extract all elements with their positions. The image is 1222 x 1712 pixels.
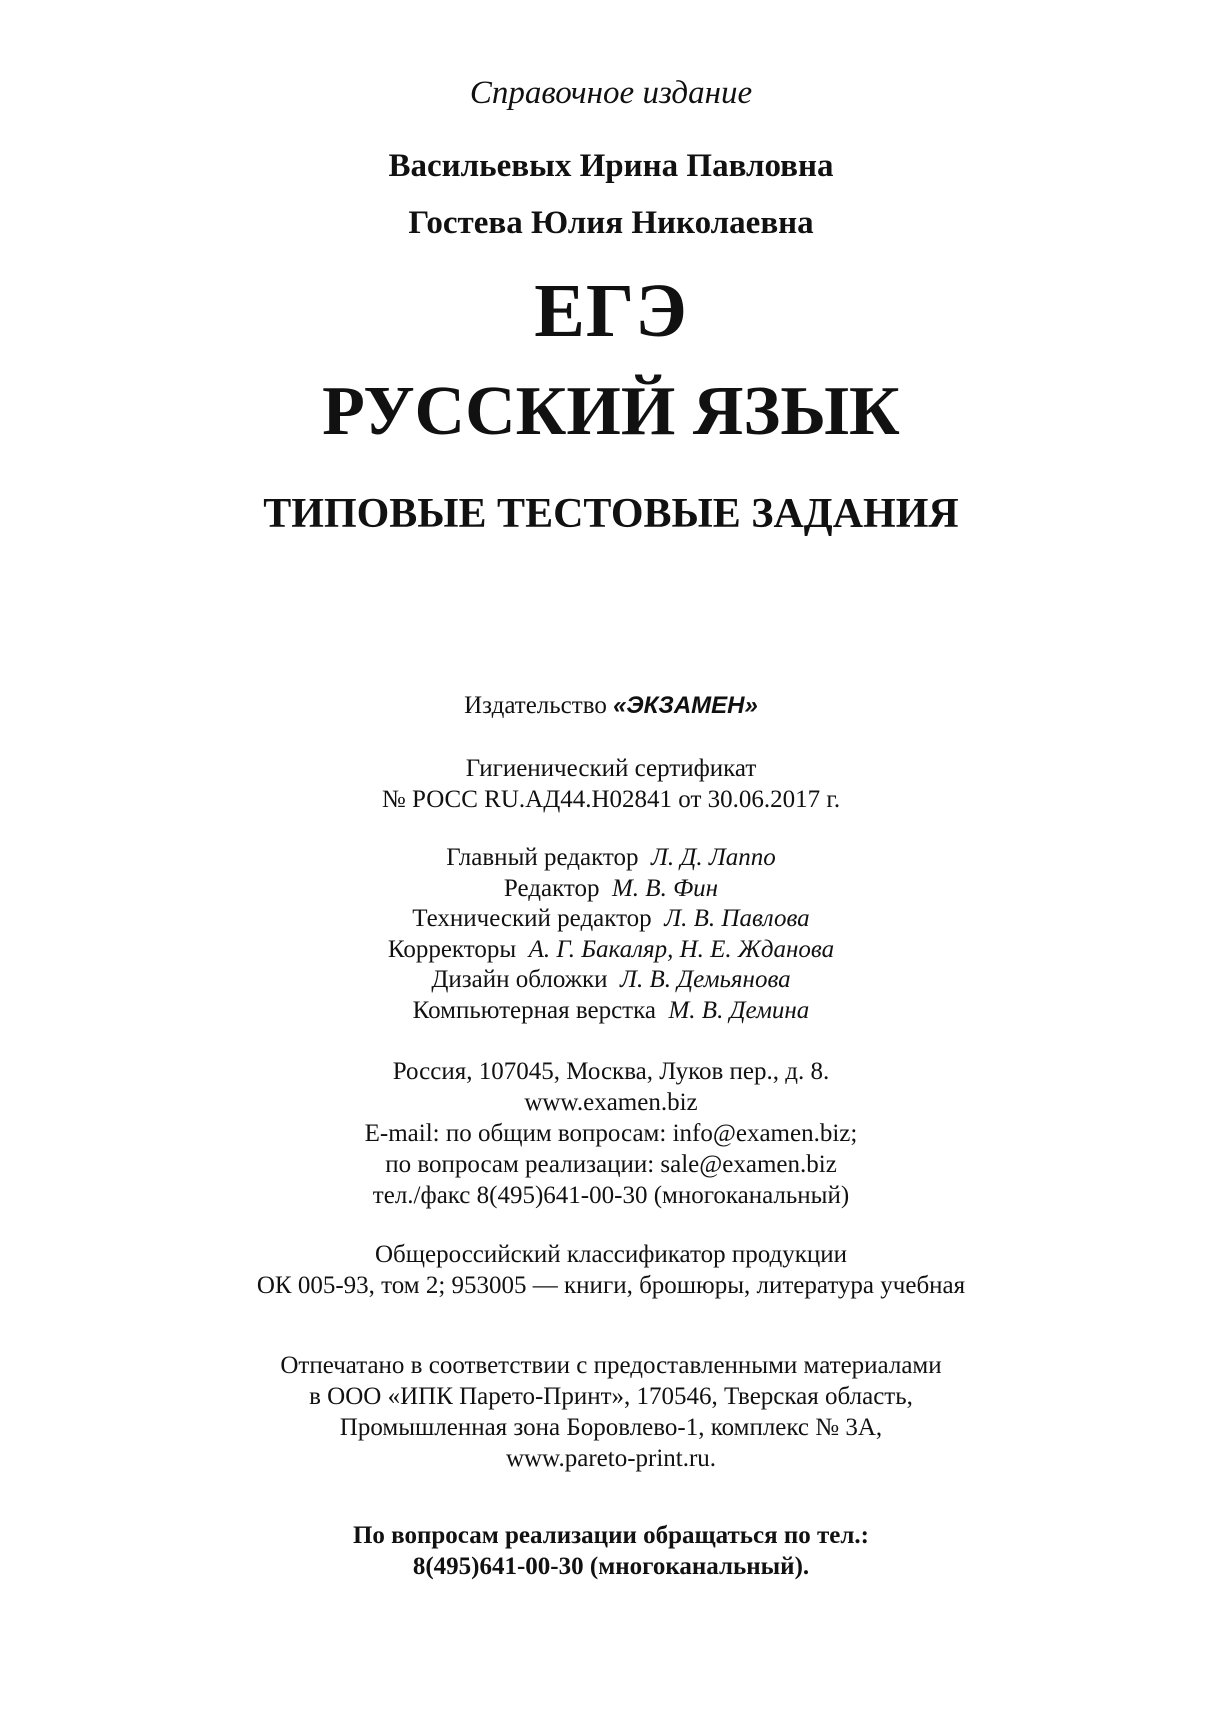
author-name: Гостева Юлия Николаевна: [408, 205, 814, 241]
credit-name: М. В. Фин: [611, 874, 719, 902]
credit-role: Редактор: [503, 874, 600, 902]
website-text: www.examen.biz: [524, 1089, 698, 1116]
sales-contact-title: По вопросам реализации обращаться по тел.:: [352, 1522, 870, 1549]
printing-info: Промышленная зона Боровлево-1, комплекс № 3А,: [339, 1414, 883, 1441]
credit-line: [0, 874, 1222, 905]
certificate-title: Гигиенический сертификат: [465, 755, 757, 782]
credits-block: [0, 843, 1222, 1026]
credit-line: [0, 965, 1222, 996]
printing-info: в ООО «ИПК Парето-Принт», 170546, Тверская область,: [309, 1383, 913, 1410]
credit-role: Технический редактор: [412, 905, 652, 932]
publisher-prefix: Издательство: [464, 692, 614, 719]
credit-name: А. Г. Бакаляр, Н. Е. Жданова: [528, 935, 835, 963]
certificate-number: № РОСС RU.АД44.Н02841 от 30.06.2017 г.: [381, 786, 841, 813]
credit-role: Компьютерная верстка: [412, 996, 656, 1024]
credit-line: [0, 935, 1222, 966]
credit-role: Главный редактор: [446, 844, 639, 871]
email-general: E-mail: по общим вопросам: info@examen.biz;: [364, 1120, 858, 1147]
book-subject: РУССКИЙ ЯЗЫК: [322, 373, 900, 450]
credit-name: Л. Д. Лаппо: [650, 844, 776, 871]
credit-name: М. В. Демина: [668, 996, 810, 1024]
printing-info: Отпечатано в соответствии с предоставленными материалами: [280, 1352, 942, 1379]
credit-name: Л. В. Павлова: [664, 905, 810, 932]
credit-line: [0, 843, 1222, 874]
email-sales: по вопросам реализации: sale@examen.biz: [385, 1151, 837, 1178]
phone-fax: тел./факс 8(495)641-00-30 (многоканальный): [372, 1182, 850, 1209]
classifier-title: Общероссийский классификатор продукции: [374, 1241, 848, 1268]
credit-name: Л. В. Демьянова: [620, 966, 791, 993]
series-label: Справочное издание: [469, 75, 753, 111]
author-name: Васильевых Ирина Павловна: [388, 148, 834, 184]
publisher-name: «ЭКЗАМЕН»: [613, 692, 758, 719]
credit-role: Корректоры: [387, 935, 517, 963]
book-subtitle: ТИПОВЫЕ ТЕСТОВЫЕ ЗАДАНИЯ: [263, 491, 959, 537]
sales-contact-phone: 8(495)641-00-30 (многоканальный).: [412, 1553, 810, 1580]
classifier-code: ОК 005-93, том 2; 953005 — книги, брошюры, литература учебная: [256, 1272, 966, 1299]
book-title: ЕГЭ: [534, 269, 688, 353]
credit-role: Дизайн обложки: [431, 966, 608, 993]
credit-line: [0, 996, 1222, 1027]
printing-website: www.pareto-print.ru.: [505, 1445, 717, 1472]
publisher-line: [0, 690, 1222, 721]
credit-line: [0, 904, 1222, 935]
postal-address: Россия, 107045, Москва, Луков пер., д. 8.: [392, 1058, 830, 1085]
